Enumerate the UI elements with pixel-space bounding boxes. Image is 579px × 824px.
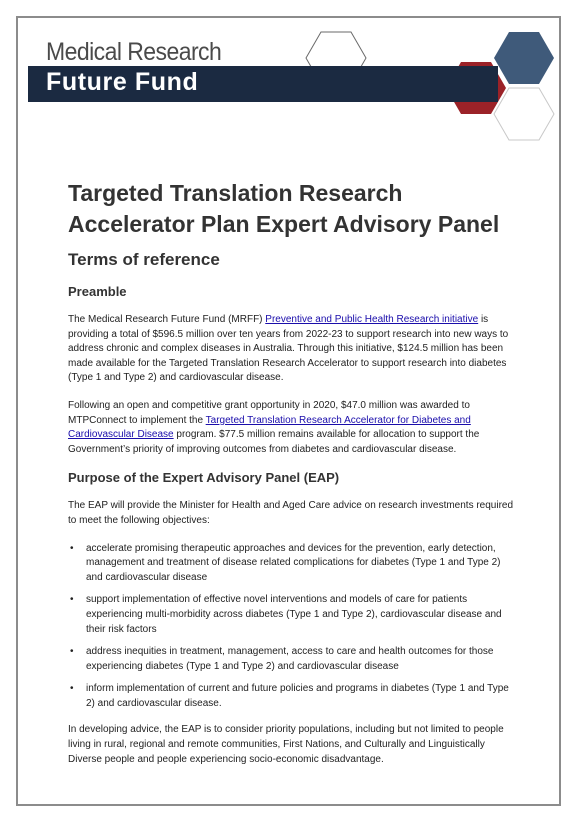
objectives-list	[68, 542, 516, 712]
ttra-program-link[interactable]: Targeted Translation Research Accelerator for Diabetes and Cardiovascular Disease	[68, 414, 471, 441]
list-item-text: address inequities in treatment, management, access to care and health outcomes for those experiencing diabetes (Type 1 and Type 2) and cardiovascular disease	[86, 646, 494, 672]
text-span: The Medical Research Future Fund (MRFF)	[68, 314, 266, 325]
bullet-icon: •	[70, 594, 74, 606]
document-title: Targeted Translation Research Accelerator Plan Expert Advisory Panel	[68, 180, 500, 237]
blue-hexagon-icon	[494, 32, 554, 84]
list-item	[68, 542, 516, 586]
text-span: is providing a total of $596.5 million over ten years from 2022-23 to support research into new ways to address chronic and complex diseases in Australia. Through this initiative, $124.5 million has been made available for the Targeted Translation Research Accelerator to support research into diabetes (Type 1 and Type 2) and cardiovascular disease.	[68, 314, 509, 384]
list-item-text: accelerate promising therapeutic approaches and devices for the prevention, early detection, management and treatment of disease related complications for diabetes (Type 1 and Type 2) and cardiovascular disease	[86, 542, 501, 583]
document-content	[68, 178, 516, 780]
preamble-paragraph-2	[68, 399, 516, 457]
purpose-intro: The EAP will provide the Minister for Health and Aged Care advice on research investments required to meet the following objectives:	[68, 500, 514, 526]
bullet-icon: •	[70, 646, 74, 658]
list-item-text: support implementation of effective novel interventions and models of care for patients experiencing multi-morbidity across diabetes (Type 1 and Type 2), cardiovascular disease and their risk factors	[86, 594, 502, 635]
list-item-text: inform implementation of current and future policies and programs in diabetes (Type 1 and Type 2) and cardiovascular disease.	[86, 683, 509, 709]
logo-text-line2: Future Fund	[46, 68, 199, 96]
logo-text-line1: Medical Research	[46, 38, 222, 66]
outline-hexagon-icon	[494, 88, 554, 140]
preamble-paragraph-1	[68, 313, 516, 386]
list-item	[68, 645, 516, 674]
document-subtitle: Terms of reference	[68, 250, 220, 269]
bullet-icon: •	[70, 683, 74, 695]
bullet-icon: •	[70, 542, 74, 554]
list-item	[68, 593, 516, 637]
text-span: Following an open and competitive grant opportunity in 2020, $47.0 million was awarded to MTPConnect to implement the	[68, 399, 470, 426]
closing-paragraph: In developing advice, the EAP is to consider priority populations, including but not limited to people living in rural, regional and remote communities, First Nations, and Culturally and Linguistically Diverse people and people experiencing socio-economic disadvantage.	[68, 724, 504, 765]
preventive-health-initiative-link[interactable]: Preventive and Public Health Research initiative	[265, 314, 479, 325]
document-page	[16, 16, 561, 806]
text-span: program. $77.5 million remains available for allocation to support the Government’s priority of improving outcomes from diabetes and cardiovascular disease.	[68, 429, 480, 455]
purpose-heading: Purpose of the Expert Advisory Panel (EAP)	[68, 470, 340, 486]
preamble-heading: Preamble	[68, 284, 127, 299]
list-item	[68, 682, 516, 711]
